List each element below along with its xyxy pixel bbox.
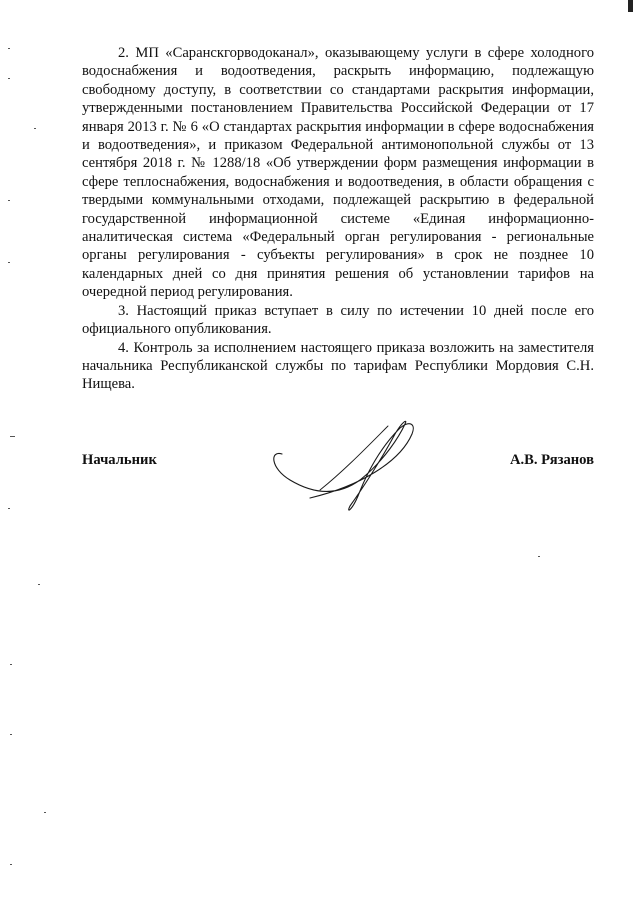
scan-speck xyxy=(38,584,40,585)
scan-edge-mark xyxy=(628,0,633,12)
scan-speck xyxy=(8,78,10,79)
scan-speck xyxy=(10,734,12,735)
scan-speck xyxy=(10,864,12,865)
paragraph-3: 3. Настоящий приказ вступает в силу по истечении 10 дней после его официального опубликования. xyxy=(82,302,594,338)
scan-speck xyxy=(8,48,10,49)
scan-speck xyxy=(538,556,540,557)
scan-speck xyxy=(44,812,46,813)
document-body xyxy=(82,44,594,394)
signer-name: А.В. Рязанов xyxy=(509,452,594,468)
scan-speck xyxy=(10,436,15,437)
scan-speck xyxy=(10,664,12,665)
paragraph-4: 4. Контроль за исполнением настоящего приказа возложить на заместителя начальника Республиканской службы по тарифам Республики Мордовия С.Н. Нищева. xyxy=(82,339,594,393)
scan-speck xyxy=(8,508,10,509)
signature-block xyxy=(82,452,594,474)
scan-speck xyxy=(34,128,36,129)
scan-speck xyxy=(8,262,10,263)
scan-speck xyxy=(8,200,10,201)
paragraph-2: 2. МП «Саранскгорводоканал», оказывающему услуги в сфере холодного водоснабжения и водоотведения, раскрыть информацию, подлежащую свободному доступу, в соответствии со стандартами раскрытия информации, утвержденными постановлением Правительства Российской Федерации от 17 января 2013 г. № 6 «О стандартах раскрытия информации в сфере водоснабжения и водоотведения», и приказом Федеральной антимонопольной службы от 13 сентября 2018 г. № 1288/18 «Об утверждении форм размещения информации в сфере теплоснабжения, водоснабжения и водоотведения, в области обращения с твердыми коммунальными отходами, подлежащей раскрытию в федеральной государственной информационной системе «Единая информационно-аналитическая система «Федеральный орган регулирования - региональные органы регулирования - субъекты регулирования» в срок не позднее 10 календарных дней со дня принятия решения об установлении тарифов на очередной период регулирования. xyxy=(82,45,594,301)
signer-position: Начальник xyxy=(82,452,157,468)
